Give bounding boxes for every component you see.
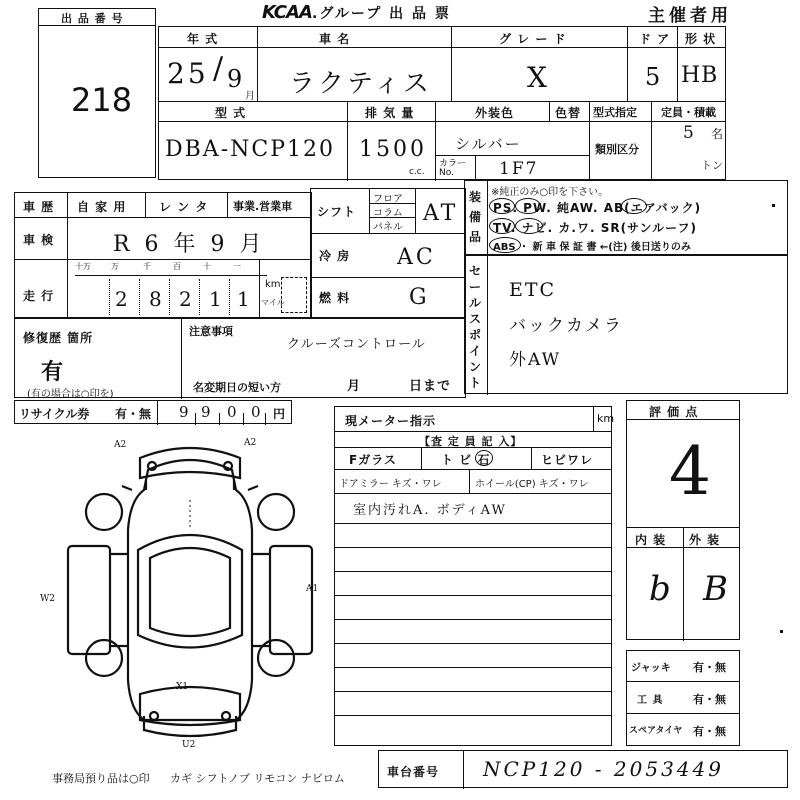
inspection-value: R 6 年 9 月 [113, 232, 266, 257]
spare-tire-label: スペアタイヤ [629, 726, 683, 736]
recycle-digit: 9 [179, 403, 191, 421]
car-damage-diagram [40, 430, 340, 750]
month-unit: 月 [245, 91, 255, 102]
recycle-digit: 9 [201, 403, 213, 421]
model-label: 型 式 [215, 106, 247, 120]
load-unit: トン [701, 159, 723, 172]
recycle-digit: 0 [227, 403, 239, 421]
fuel-label: 燃 料 [319, 291, 351, 305]
scan-speck [780, 630, 783, 633]
circle-mark-ps [489, 198, 515, 214]
circle-mark-tv [489, 218, 515, 234]
damage-mark-a1: A1 [306, 584, 319, 594]
vehicle-info-table [158, 26, 726, 180]
damage-mark-x1: X1 [176, 682, 189, 692]
recycle-options[interactable]: 有・無 [115, 407, 152, 421]
chassis-label: 車台番号 [387, 765, 440, 779]
chassis-value: NCP120 - 2053449 [483, 757, 724, 781]
mileage-label: 走 行 [23, 289, 55, 303]
door-label: ド ア [639, 32, 671, 46]
mileage-unit-10k: 万 [111, 262, 119, 271]
shift-option-column[interactable]: コラム [373, 208, 403, 219]
color-number-value: 1F7 [499, 159, 539, 179]
shape-label: 形 状 [685, 32, 717, 46]
caution-value: クルーズコントロール [287, 337, 426, 352]
aircon-label: 冷 房 [319, 249, 351, 263]
equipment-label: 装備品 [469, 190, 482, 244]
damage-mark-a2: A2 [244, 438, 257, 448]
sheet-title: .グループ 出 品 票 [312, 6, 451, 22]
damage-mark-a2: A2 [114, 440, 127, 450]
mileage-digit: 1 [209, 287, 225, 311]
mileage-unit-10: 十 [203, 262, 211, 271]
history-label: 車 歴 [23, 200, 55, 214]
circle-mark-chip [475, 450, 493, 466]
repair-label: 修復歴 箇所 [23, 331, 94, 345]
displacement-value: 1500 [359, 137, 427, 162]
mile-label: マイル [261, 298, 285, 307]
interior-score: b [649, 569, 671, 609]
equipment-note: ※純正のみ○印を下さい。 [491, 187, 609, 198]
mileage-digit: 2 [115, 287, 131, 311]
mileage-digit: 2 [179, 287, 195, 311]
sales-point-block [464, 254, 788, 394]
organizer-label: 主催者用 [648, 6, 732, 26]
grade-value: X [527, 61, 550, 94]
exterior-label: 外 装 [689, 533, 721, 547]
history-option-business[interactable]: 事業.営業車 [233, 200, 293, 213]
equipment-line-1: PS. PW. 純AW. AB(エアバック) [493, 201, 702, 215]
score-label: 評 価 点 [649, 405, 699, 419]
color-number-label: カラー No. [439, 159, 467, 178]
recycle-label: リサイクル券 [19, 407, 90, 421]
class-label: 類別区分 [595, 143, 639, 156]
mirror-damage[interactable]: ドアミラー キズ・ワレ [339, 479, 442, 490]
history-block [14, 192, 312, 318]
score-block [626, 400, 740, 640]
scan-speck [772, 204, 775, 207]
mileage-unit-1k: 千 [143, 262, 151, 271]
repair-value: 有 [41, 360, 64, 385]
damage-mark-u2: U2 [182, 740, 196, 750]
tool-options[interactable]: 有・無 [693, 693, 726, 706]
repair-block [14, 318, 466, 398]
jack-label: ジャッキ [631, 663, 671, 674]
caution-label: 注意事項 [189, 325, 233, 338]
history-option-rental[interactable]: レ ン タ [159, 200, 209, 214]
circle-mark-ab [621, 198, 647, 214]
office-note: 事務局預り品は○印 [52, 772, 150, 785]
wheel-damage[interactable]: ホイール(CP) キズ・ワレ [475, 479, 589, 490]
sales-point-item: ETC [509, 279, 557, 301]
door-value: 5 [645, 63, 664, 91]
equipment-line-2: TV. ナビ. カ.ワ. SR(サンルーフ) [493, 221, 698, 235]
capacity-label: 定員・積載 [661, 106, 716, 119]
office-items: カギ シフトノブ リモコン ナビロム [170, 772, 345, 785]
interior-label: 内 装 [635, 533, 667, 547]
sales-point-item: バックカメラ [509, 316, 623, 336]
spare-tire-options[interactable]: 有・無 [693, 725, 726, 738]
slash-mark: / [213, 51, 224, 86]
mile-checkbox[interactable] [281, 277, 307, 313]
shift-label: シフト [317, 205, 357, 219]
exterior-color-label: 外装色 [475, 106, 515, 120]
brand-logo: KCAA [262, 2, 312, 23]
year-value: 25 [167, 57, 209, 90]
grade-label: グ レ ー ド [499, 32, 567, 46]
car-name-value: ラクティス [289, 69, 432, 99]
score-value: 4 [669, 433, 711, 510]
color-change-label: 色替 [555, 106, 582, 120]
exterior-color-value: シルバー [455, 135, 522, 153]
exterior-score: B [703, 569, 728, 609]
mileage-unit-100: 百 [173, 262, 181, 271]
name-change-label: 名変期日の短い方 [193, 381, 281, 394]
inspector-section-label: 【査 定 員 記 入】 [419, 435, 523, 448]
equipment-block [464, 180, 788, 256]
chassis-block [378, 750, 788, 788]
jack-options[interactable]: 有・無 [693, 661, 726, 674]
accessories-block [626, 650, 740, 746]
type-spec-label: 型式指定 [593, 106, 637, 119]
aircon-value: AC [397, 245, 436, 270]
shape-value: HB [681, 63, 719, 88]
name-change-month: 月 [347, 379, 362, 394]
model-value: DBA-NCP120 [165, 137, 336, 162]
lot-number-label: 出 品 番 号 [61, 12, 124, 25]
name-change-day: 日まで [409, 379, 452, 394]
sales-point-item: 外AW [509, 350, 562, 370]
recycle-digit: 0 [251, 403, 263, 421]
circle-mark-navi [515, 218, 543, 234]
tool-label: 工 具 [637, 695, 664, 706]
shift-option-floor[interactable]: フロア [373, 194, 403, 205]
fuel-value: G [409, 285, 430, 310]
meter-unit: km [597, 412, 615, 425]
windshield-label: Fガラス [349, 453, 397, 467]
displacement-unit: c.c. [409, 167, 425, 177]
lot-number-value: 218 [71, 81, 133, 119]
damage-mark-w2: W2 [40, 594, 55, 604]
mileage-digit: 8 [149, 287, 165, 311]
month-value: 9 [227, 65, 246, 93]
lot-number-box [38, 8, 156, 178]
shift-block [310, 188, 466, 318]
mileage-unit-1: 一 [233, 262, 241, 271]
capacity-unit: 名 [711, 127, 724, 141]
year-label: 年 式 [187, 32, 219, 46]
displacement-label: 排 気 量 [365, 106, 415, 120]
shift-option-panel[interactable]: パネル [373, 222, 403, 233]
equipment-line-3: ABS ・ 新 車 保 証 書 ←(注) 後日送りのみ [493, 242, 691, 253]
history-option-private[interactable]: 自 家 用 [77, 200, 127, 214]
mileage-digit: 1 [237, 287, 253, 311]
repair-note: (有の場合は○印を) [27, 389, 114, 400]
km-label: km [265, 279, 281, 290]
inspector-note: 室内汚れA. ボディAW [353, 503, 507, 518]
recycle-block [14, 400, 292, 424]
sales-point-label: セールスポイント [469, 264, 482, 390]
recycle-unit: 円 [273, 407, 287, 421]
car-name-label: 車 名 [319, 32, 351, 46]
mileage-unit-100k: 十万 [75, 262, 91, 271]
windshield-crack[interactable]: ヒビワレ [541, 453, 594, 467]
windshield-chip[interactable]: ト ビ 石 [441, 453, 491, 467]
capacity-value: 5 [683, 123, 696, 143]
shift-value: AT [423, 201, 459, 226]
inspection-label: 車 検 [23, 233, 55, 247]
circle-mark-pw [515, 198, 541, 214]
circle-mark-abs [489, 237, 521, 253]
inspector-block [334, 406, 615, 746]
meter-label: 現メーター指示 [345, 414, 437, 428]
